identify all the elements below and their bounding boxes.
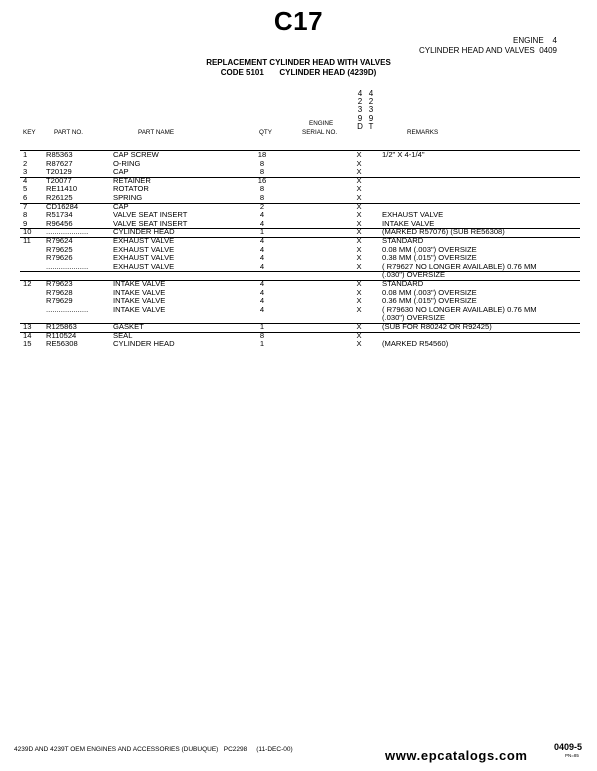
table-row bbox=[20, 271, 580, 280]
table-row bbox=[20, 177, 580, 186]
row-remarks: EXHAUST VALVE bbox=[382, 210, 444, 220]
page-small-code: PN=85 bbox=[565, 753, 579, 758]
row-model-4239d: X bbox=[356, 218, 362, 228]
row-part-no: R125863 bbox=[46, 322, 77, 331]
row-qty: 4 bbox=[259, 253, 265, 263]
col-key: KEY bbox=[23, 129, 36, 136]
table-row bbox=[20, 194, 580, 203]
row-part-name: EXHAUST VALVE bbox=[113, 253, 175, 263]
row-model-4239d: X bbox=[356, 287, 362, 297]
row-part-no: R79623 bbox=[46, 279, 73, 288]
table-row bbox=[20, 160, 580, 169]
row-model-4239d: X bbox=[356, 158, 362, 168]
row-key: 2 bbox=[23, 158, 28, 168]
model-digit: 9 bbox=[368, 113, 374, 123]
row-remarks: 0.08 MM (.003") OVERSIZE bbox=[382, 244, 477, 254]
row-qty: 8 bbox=[259, 184, 265, 194]
row-part-no: .................... bbox=[46, 227, 89, 237]
row-key: 4 bbox=[23, 175, 28, 185]
row-model-4239d: X bbox=[356, 184, 362, 194]
row-remarks: STANDARD bbox=[382, 279, 424, 288]
row-divider bbox=[20, 332, 580, 333]
row-part-no: .................... bbox=[46, 304, 89, 314]
row-part-no: R85363 bbox=[46, 150, 73, 159]
table-row bbox=[20, 246, 580, 255]
row-qty: 1 bbox=[259, 322, 265, 331]
row-model-4239d: X bbox=[356, 236, 362, 245]
row-part-name: SEAL bbox=[113, 330, 133, 340]
row-divider bbox=[20, 150, 580, 151]
row-remarks: (.030") OVERSIZE bbox=[382, 270, 446, 280]
row-part-name: EXHAUST VALVE bbox=[113, 244, 175, 254]
row-model-4239d: X bbox=[356, 296, 362, 306]
watermark: www.epcatalogs.com bbox=[385, 748, 528, 763]
col-remarks: REMARKS bbox=[407, 129, 439, 136]
row-remarks: INTAKE VALVE bbox=[382, 218, 435, 228]
row-key: 7 bbox=[23, 201, 28, 211]
group-name: CYLINDER HEAD AND VALVES bbox=[419, 46, 535, 55]
row-qty: 18 bbox=[257, 150, 267, 159]
table-row bbox=[20, 203, 580, 212]
row-key: 9 bbox=[23, 218, 28, 228]
col-qty: QTY bbox=[259, 129, 272, 136]
row-part-name: INTAKE VALVE bbox=[113, 296, 166, 306]
row-part-no: RE56308 bbox=[46, 339, 78, 349]
row-model-4239d: X bbox=[356, 167, 362, 177]
row-remarks: 0.36 MM (.015") OVERSIZE bbox=[382, 296, 477, 306]
row-qty: 4 bbox=[259, 236, 265, 245]
model-digit: 9 bbox=[357, 113, 363, 123]
row-key: 15 bbox=[23, 339, 32, 349]
row-remarks: 0.38 MM (.015") OVERSIZE bbox=[382, 253, 477, 263]
row-key: 8 bbox=[23, 210, 28, 220]
row-part-name: VALVE SEAT INSERT bbox=[113, 218, 188, 228]
row-qty: 4 bbox=[259, 279, 265, 288]
row-key: 11 bbox=[23, 236, 31, 245]
row-model-4239d: X bbox=[356, 261, 362, 271]
table-row bbox=[20, 289, 580, 298]
row-part-no: R79628 bbox=[46, 287, 73, 297]
row-divider bbox=[20, 237, 580, 238]
heading-line-2: CODE 5101 CYLINDER HEAD (4239D) bbox=[220, 68, 377, 77]
row-model-4239d: X bbox=[356, 253, 362, 263]
row-model-4239d: X bbox=[356, 279, 362, 288]
row-part-name: O-RING bbox=[113, 158, 141, 168]
row-qty: 8 bbox=[259, 167, 265, 177]
row-part-name: CAP bbox=[113, 201, 129, 211]
table-row bbox=[20, 340, 580, 349]
row-divider bbox=[20, 177, 580, 178]
model-digit: 3 bbox=[368, 105, 374, 115]
row-part-name: EXHAUST VALVE bbox=[113, 236, 175, 245]
heading-line-1: REPLACEMENT CYLINDER HEAD WITH VALVES bbox=[206, 58, 391, 67]
row-part-no: R87627 bbox=[46, 158, 73, 168]
row-remarks: STANDARD bbox=[382, 236, 424, 245]
col-serial-no: SERIAL NO. bbox=[302, 129, 338, 136]
group-number: 0409 bbox=[539, 46, 557, 55]
row-model-4239d: X bbox=[356, 322, 362, 331]
row-model-4239d: X bbox=[356, 175, 362, 185]
row-part-no: R96456 bbox=[46, 218, 73, 228]
table-row bbox=[20, 314, 580, 323]
row-part-name: CAP bbox=[113, 167, 129, 177]
row-part-name: VALVE SEAT INSERT bbox=[113, 210, 188, 220]
row-qty: 1 bbox=[259, 227, 265, 237]
col-model-4239d bbox=[355, 90, 365, 131]
row-part-no: R79626 bbox=[46, 253, 73, 263]
row-qty: 4 bbox=[259, 218, 265, 228]
row-part-name: INTAKE VALVE bbox=[113, 279, 166, 288]
row-qty: 4 bbox=[259, 296, 265, 306]
model-digit: 2 bbox=[357, 97, 363, 107]
row-remarks: 0.08 MM (.003") OVERSIZE bbox=[382, 287, 477, 297]
row-qty: 8 bbox=[259, 158, 265, 168]
row-model-4239d: X bbox=[356, 193, 362, 202]
row-model-4239d: X bbox=[356, 330, 362, 340]
section-header bbox=[513, 36, 557, 45]
row-divider bbox=[20, 271, 580, 272]
row-qty: 4 bbox=[259, 244, 265, 254]
model-digit: 4 bbox=[357, 89, 363, 98]
row-part-no: R26125 bbox=[46, 193, 73, 202]
row-part-no: R51734 bbox=[46, 210, 73, 220]
model-digit: 2 bbox=[368, 97, 374, 107]
row-part-no: T20077 bbox=[46, 175, 72, 185]
model-digit: T bbox=[368, 121, 374, 131]
table-row bbox=[20, 168, 580, 177]
row-remarks: (SUB FOR R80242 OR R92425) bbox=[382, 322, 492, 331]
table-row bbox=[20, 237, 580, 246]
row-part-name: EXHAUST VALVE bbox=[113, 261, 175, 271]
row-part-no: T20129 bbox=[46, 167, 72, 177]
row-part-name: INTAKE VALVE bbox=[113, 287, 166, 297]
row-key: 1 bbox=[23, 150, 28, 159]
row-remarks: (MARKED R54560) bbox=[382, 339, 449, 349]
table-row bbox=[20, 185, 580, 194]
row-remarks: ( R79627 NO LONGER AVAILABLE) 0.76 MM bbox=[382, 261, 537, 271]
col-part-name: PART NAME bbox=[138, 129, 175, 136]
table-row bbox=[20, 263, 580, 272]
row-key: 13 bbox=[23, 322, 32, 331]
row-model-4239d: X bbox=[356, 201, 362, 211]
col-engine: ENGINE bbox=[309, 120, 334, 127]
row-model-4239d: X bbox=[356, 339, 362, 349]
row-part-name: RETAINER bbox=[113, 175, 151, 185]
row-divider bbox=[20, 203, 580, 204]
row-qty: 4 bbox=[259, 287, 265, 297]
model-digit: 4 bbox=[368, 89, 374, 98]
section-number: 4 bbox=[552, 36, 557, 45]
group-header bbox=[419, 46, 557, 55]
row-part-no: CD16284 bbox=[46, 201, 79, 211]
table-row bbox=[20, 228, 580, 237]
row-qty: 4 bbox=[259, 261, 265, 271]
row-remarks: (.030") OVERSIZE bbox=[382, 313, 446, 323]
row-part-no: R79629 bbox=[46, 296, 73, 306]
row-part-name: CAP SCREW bbox=[113, 150, 159, 159]
row-model-4239d: X bbox=[356, 227, 362, 237]
row-part-no: R79624 bbox=[46, 236, 73, 245]
table-row bbox=[20, 211, 580, 220]
row-qty: 8 bbox=[259, 330, 265, 340]
row-part-no: R79625 bbox=[46, 244, 73, 254]
section-name: ENGINE bbox=[512, 36, 544, 45]
page-title: C17 bbox=[273, 6, 324, 36]
row-part-name: CYLINDER HEAD bbox=[113, 227, 175, 237]
table-row bbox=[20, 332, 580, 341]
row-part-no: .................... bbox=[46, 261, 89, 271]
model-digit: 3 bbox=[357, 105, 363, 115]
row-qty: 4 bbox=[259, 304, 265, 314]
row-key: 12 bbox=[23, 279, 32, 288]
row-key: 14 bbox=[23, 330, 32, 340]
row-part-name: SPRING bbox=[113, 193, 143, 202]
row-part-name: INTAKE VALVE bbox=[113, 304, 166, 314]
table-row bbox=[20, 306, 580, 315]
row-qty: 8 bbox=[259, 193, 265, 202]
row-part-no: R110524 bbox=[46, 330, 77, 340]
row-qty: 16 bbox=[257, 175, 267, 185]
table-row bbox=[20, 151, 580, 160]
row-remarks: 1/2" X 4-1/4" bbox=[382, 150, 425, 159]
row-model-4239d: X bbox=[356, 304, 362, 314]
row-remarks: ( R79630 NO LONGER AVAILABLE) 0.76 MM bbox=[382, 304, 537, 314]
row-part-name: CYLINDER HEAD bbox=[113, 339, 175, 349]
row-qty: 2 bbox=[259, 201, 265, 211]
row-part-no: RE11410 bbox=[46, 184, 78, 194]
col-model-4239t bbox=[366, 90, 376, 131]
row-key: 5 bbox=[23, 184, 28, 194]
row-remarks: (MARKED R57076) (SUB RE56308) bbox=[382, 227, 505, 237]
row-divider bbox=[20, 228, 580, 229]
row-model-4239d: X bbox=[356, 210, 362, 220]
row-qty: 4 bbox=[259, 210, 265, 220]
row-key: 3 bbox=[23, 167, 28, 177]
table-row bbox=[20, 280, 580, 289]
model-digit: D bbox=[357, 121, 363, 131]
col-part-no: PART NO. bbox=[54, 129, 84, 136]
row-divider bbox=[20, 280, 580, 281]
row-key: 10 bbox=[23, 227, 32, 237]
table-row bbox=[20, 323, 580, 332]
row-model-4239d: X bbox=[356, 244, 362, 254]
row-divider bbox=[20, 323, 580, 324]
footer-text: 4239D AND 4239T OEM ENGINES AND ACCESSORIES (DUBUQUE) PC2298 (11-DEC-00) bbox=[14, 746, 293, 753]
row-model-4239d: X bbox=[356, 150, 362, 159]
row-key: 6 bbox=[23, 193, 28, 202]
row-part-name: ROTATOR bbox=[113, 184, 149, 194]
row-part-name: GASKET bbox=[113, 322, 144, 331]
page-code: 0409-5 bbox=[554, 742, 583, 752]
row-qty: 1 bbox=[259, 339, 265, 349]
